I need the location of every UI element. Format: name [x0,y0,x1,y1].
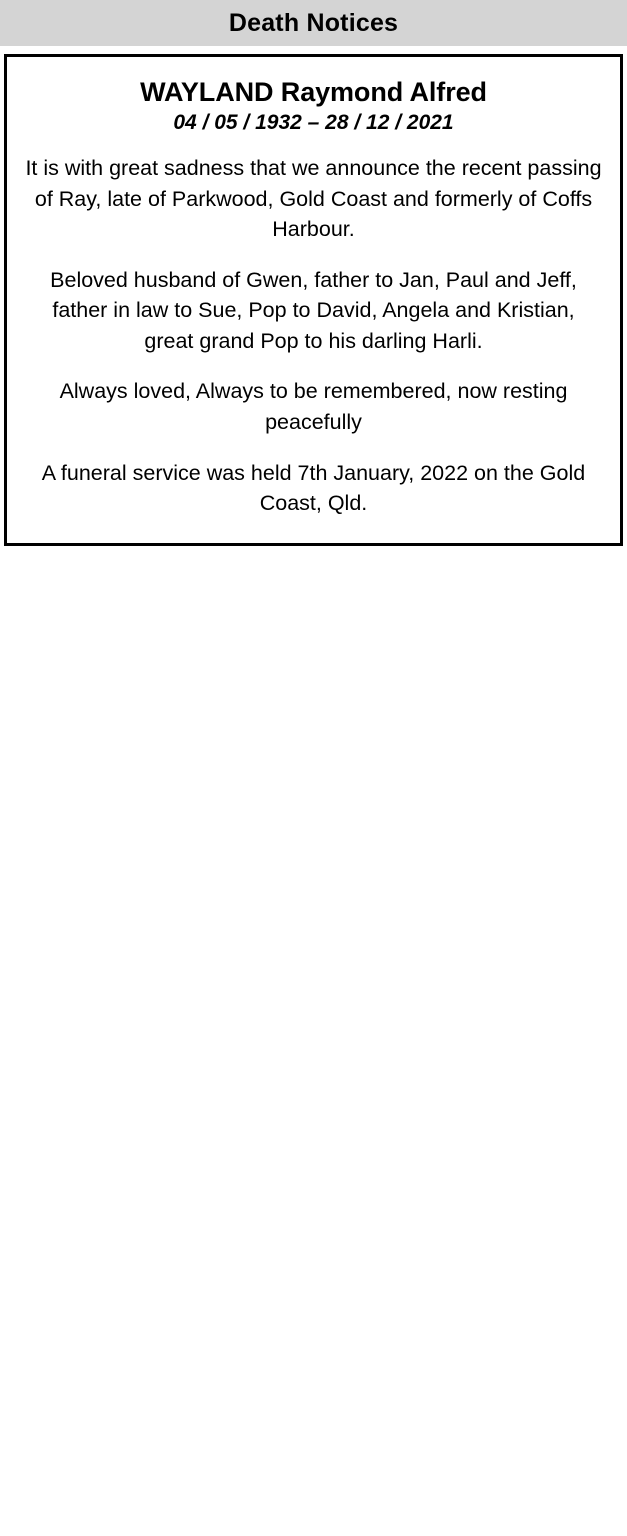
notice-paragraph: Always loved, Always to be remembered, now resting peacefully [59,379,568,434]
deceased-name: WAYLAND Raymond Alfred [140,77,487,107]
page-title: Death Notices [228,8,399,37]
notice-paragraph: A funeral service was held 7th January, 2022 on the Gold Coast, Qld. [41,460,586,516]
death-notice-card [4,54,623,546]
notice-paragraph: It is with great sadness that we announce the recent passing of Ray, late of Parkwood, Gold Coast and formerly of Coffs Harbour. [25,156,602,242]
section-header [0,0,627,46]
notice-container [0,46,627,546]
deceased-dates: 04 / 05 / 1932 – 28 / 12 / 2021 [173,111,454,135]
notice-paragraph: Beloved husband of Gwen, father to Jan, Paul and Jeff, father in law to Sue, Pop to David, Angela and Kristian, great grand Pop to his darling Harli. [50,267,577,353]
